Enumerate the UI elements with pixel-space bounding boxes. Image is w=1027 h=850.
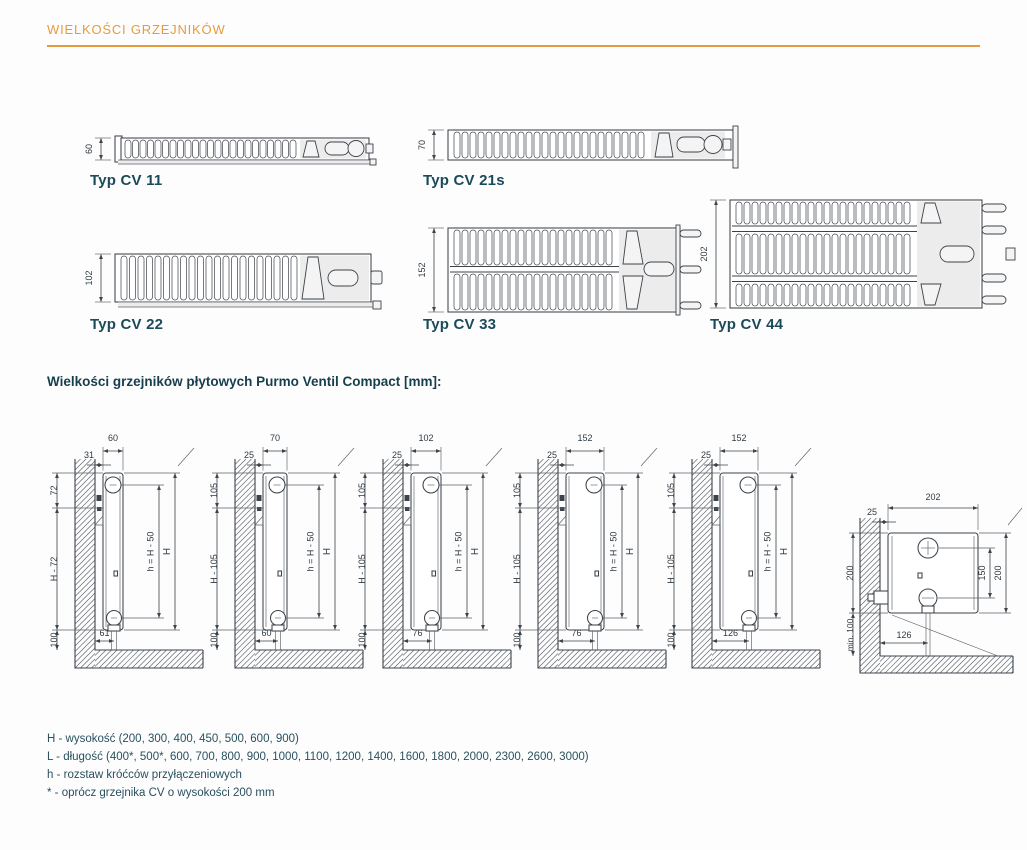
wall-gap-dimension xyxy=(87,463,111,467)
connection-spacing-dimension xyxy=(774,485,778,618)
depth-dim-label: 152 xyxy=(731,433,747,443)
side-diagram-cv44 xyxy=(664,425,829,677)
valve-collar xyxy=(589,625,601,631)
depth-dim-label: 70 xyxy=(269,433,281,443)
valve-insert xyxy=(874,591,888,604)
wall-bracket xyxy=(405,495,410,501)
wall-gap-dimension xyxy=(704,463,728,467)
drain-plug xyxy=(114,571,118,576)
header-divider xyxy=(47,45,980,47)
connection-dim-label: h = H - 50 xyxy=(453,531,464,572)
upper-dim-label: 105 xyxy=(357,482,367,499)
bottom-offset-dimension xyxy=(255,639,278,643)
floor-hatch xyxy=(558,650,666,668)
break-mark xyxy=(795,448,811,466)
middle-dim-label: H - 72 xyxy=(49,556,59,582)
bottom-offset-dimension xyxy=(403,639,432,643)
wall-gap-dim-label: 25 xyxy=(243,450,255,460)
height-dim-label: 70 xyxy=(417,139,427,151)
break-mark xyxy=(641,448,657,466)
height-dimension xyxy=(99,138,103,160)
depth-dim-label: 102 xyxy=(418,433,434,443)
side-diagram-cv33 xyxy=(510,425,675,677)
connection-dim-label: h = H - 50 xyxy=(145,531,156,572)
side-diagram-cv11 xyxy=(47,425,212,677)
valve-collar xyxy=(108,625,120,631)
valve-collar xyxy=(426,625,438,631)
wall-gap-dimension xyxy=(872,520,896,524)
wall-hatch xyxy=(538,459,558,668)
cv22-cross-section xyxy=(85,246,397,324)
height-dim-label: H xyxy=(625,547,636,556)
right-inner-dim-label: 150 xyxy=(977,565,987,581)
wall-bracket xyxy=(714,495,719,501)
left-lower-dim-label: min. 100 xyxy=(845,618,855,652)
connection-spacing-dimension xyxy=(465,485,469,618)
wall-floor-outline xyxy=(235,459,363,668)
bottom-offset-dimension xyxy=(558,639,595,643)
depth-dimension xyxy=(411,449,441,453)
side-diagram-cv22 xyxy=(355,425,520,677)
wall-bracket xyxy=(257,495,262,501)
height-dim-label: 60 xyxy=(84,143,94,155)
drain-plug xyxy=(278,571,282,576)
valve-collar xyxy=(743,625,755,631)
wall-gap-dim-label: 25 xyxy=(546,450,558,460)
radiator-body xyxy=(566,473,604,630)
lower-dim-label: 100 xyxy=(512,632,522,648)
right-outer-dim-label: 200 xyxy=(993,565,1003,581)
type-label-cv11: Typ CV 11 xyxy=(90,172,163,189)
wall-gap-dimension xyxy=(550,463,574,467)
radiator-body xyxy=(411,473,441,630)
connection-spacing-dimension xyxy=(157,485,161,618)
drain-plug xyxy=(432,571,436,576)
bottom-dim-label: 76 xyxy=(412,628,423,638)
connection-dim-label: h = H - 50 xyxy=(608,531,619,572)
height-dimension xyxy=(714,200,718,308)
bottom-offset-dimension xyxy=(95,639,114,643)
side-diagram-drawing xyxy=(510,425,675,677)
wall-hatch xyxy=(235,459,255,668)
drain-plug xyxy=(595,571,599,576)
lower-dim-label: 100 xyxy=(357,632,367,648)
height-dimension xyxy=(432,228,436,312)
type-label-cv44: Typ CV 44 xyxy=(710,316,784,333)
bottom-offset-dimension xyxy=(880,641,928,645)
radiator-body xyxy=(263,473,287,630)
depth-dim-label: 202 xyxy=(925,492,941,502)
side-diagram-drawing xyxy=(355,425,520,677)
middle-dim-label: H - 105 xyxy=(666,554,676,584)
depth-dimension xyxy=(103,449,123,453)
legend-footnote: * - oprócz grzejnika CV o wysokości 200 mm xyxy=(47,787,275,799)
depth-dim-label: 60 xyxy=(107,433,119,443)
break-mark xyxy=(486,448,502,466)
connection-spacing-dimension xyxy=(988,548,992,598)
upper-dim-label: 105 xyxy=(209,482,219,499)
height-dimension xyxy=(99,254,103,302)
height-dimension xyxy=(636,473,640,630)
height-dim-label: H xyxy=(779,547,790,556)
wall-bracket xyxy=(97,495,102,501)
middle-dim-label: H - 105 xyxy=(357,554,367,584)
bottom-dim-label: 126 xyxy=(722,628,739,638)
height-dim-label: 152 xyxy=(417,262,427,278)
break-mark xyxy=(338,448,354,466)
wall-hatch xyxy=(383,459,403,668)
type-label-cv33: Typ CV 33 xyxy=(423,316,497,333)
side-diagram-drawing xyxy=(664,425,829,677)
depth-dimension xyxy=(263,449,287,453)
convector-fins xyxy=(121,256,297,300)
bottom-dim-label: 60 xyxy=(261,628,272,638)
lower-dim-label: 100 xyxy=(666,632,676,648)
section-subtitle: Wielkości grzejników płytowych Purmo Ventil Compact [mm]: xyxy=(47,374,442,389)
connection-spacing-dimension xyxy=(620,485,624,618)
height-dimension xyxy=(481,473,485,630)
depth-dimension xyxy=(888,506,978,510)
wall-floor-outline xyxy=(383,459,511,668)
bottom-dim-label: 126 xyxy=(896,630,912,640)
connection-spacing-dimension xyxy=(317,485,321,618)
corner-mounting-diagram xyxy=(845,478,1027,690)
legend-connection-spacing: h - rozstaw króćców przyłączeniowych xyxy=(47,769,242,781)
lower-dim-label: 100 xyxy=(209,632,219,648)
cv44-cross-section xyxy=(700,192,1022,320)
upper-dim-label: 105 xyxy=(512,482,522,499)
side-diagram-drawing xyxy=(207,425,372,677)
height-dim-label: 102 xyxy=(84,270,94,286)
height-dimension xyxy=(432,130,436,160)
height-dimension xyxy=(333,473,337,630)
middle-dim-label: H - 105 xyxy=(512,554,522,584)
valve-collar xyxy=(272,625,284,631)
floor-hatch xyxy=(95,650,203,668)
type-label-cv22: Typ CV 22 xyxy=(90,316,164,333)
floor-hatch xyxy=(880,656,1013,673)
legend-length: L - długość (400*, 500*, 600, 700, 800, 900, 1000, 1100, 1200, 1400, 1600, 1800, 2000, 2300, 2600, 3000) xyxy=(47,751,589,763)
floor-hatch xyxy=(255,650,363,668)
radiator-body xyxy=(720,473,758,630)
valve-collar xyxy=(922,606,934,613)
height-dim-label: H xyxy=(470,547,481,556)
height-dim-label: H xyxy=(322,547,333,556)
connection-dim-label: h = H - 50 xyxy=(305,531,316,572)
left-upper-dim-label: 200 xyxy=(845,565,855,581)
drain-plug xyxy=(918,573,922,578)
bottom-offset-dimension xyxy=(712,639,749,643)
wall-gap-dim-label: 25 xyxy=(700,450,712,460)
depth-dim-label: 152 xyxy=(577,433,593,443)
height-dim-label: H xyxy=(162,547,173,556)
lower-dim-label: 100 xyxy=(49,632,59,648)
bottom-dim-label: 76 xyxy=(571,628,582,638)
wall-hatch xyxy=(75,459,95,668)
height-dim-label: 202 xyxy=(699,246,709,262)
side-diagram-cv21s xyxy=(207,425,372,677)
height-dimension xyxy=(173,473,177,630)
wall-gap-dim-label: 31 xyxy=(83,450,95,460)
convector-fins xyxy=(125,140,296,158)
height-dimension xyxy=(790,473,794,630)
wall-gap-dimension xyxy=(247,463,271,467)
wall-gap-dimension xyxy=(395,463,419,467)
bottom-dim-label: 61 xyxy=(99,628,110,638)
break-mark xyxy=(178,448,194,466)
page-title: WIELKOŚCI GRZEJNIKÓW xyxy=(47,22,226,37)
type-label-cv21s: Typ CV 21s xyxy=(423,172,505,189)
legend-height: H - wysokość (200, 300, 400, 450, 500, 600, 900) xyxy=(47,733,299,745)
side-diagram-drawing xyxy=(47,425,212,677)
connection-dim-label: h = H - 50 xyxy=(762,531,773,572)
upper-dim-label: 72 xyxy=(49,485,59,496)
depth-dimension xyxy=(720,449,758,453)
right-height-dimension xyxy=(1004,533,1008,613)
drain-plug xyxy=(749,571,753,576)
upper-dim-label: 105 xyxy=(666,482,676,499)
wall-hatch xyxy=(692,459,712,668)
floor-hatch xyxy=(403,650,511,668)
depth-dimension xyxy=(566,449,604,453)
wall-gap-dim-label: 25 xyxy=(866,507,878,517)
floor-hatch xyxy=(712,650,820,668)
wall-bracket xyxy=(560,495,565,501)
middle-dim-label: H - 105 xyxy=(209,554,219,584)
corner-diagram-drawing xyxy=(845,478,1027,690)
wall-floor-outline xyxy=(75,459,203,668)
break-mark xyxy=(1008,508,1022,525)
wall-gap-dim-label: 25 xyxy=(391,450,403,460)
